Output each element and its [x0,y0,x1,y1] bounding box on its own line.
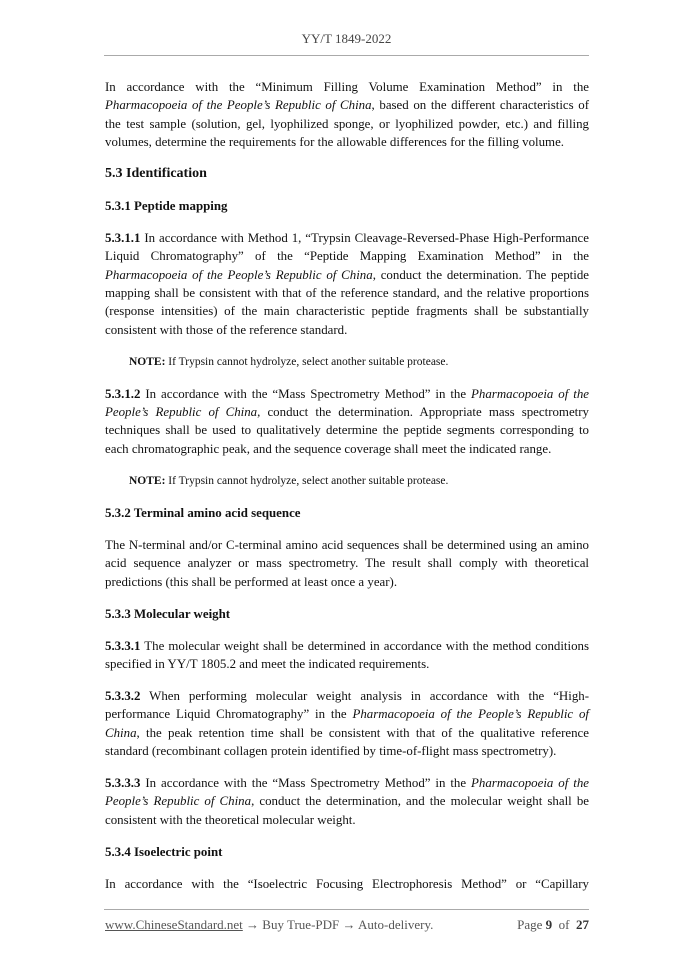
footer-promo [105,917,433,933]
text-run: In accordance with the “Isoelectric Focusing Electrophoresis Method” or “Capillary [105,876,589,891]
text-run: , the peak retention time shall be consistent with that of the qualitative reference standard (recombinant collagen protein identified by time-of-flight mass spectrometry). [105,725,589,759]
subsection-heading [105,843,589,861]
italic-reference: Pharmacopoeia of the People’s Republic of China [105,707,589,740]
note-paragraph [105,472,589,490]
total-pages: 27 [576,917,589,932]
footer-tagline: → Buy True-PDF → Auto-delivery. [242,917,434,932]
page-number [517,917,589,933]
text-run: , conduct the determination, and the molecular weight shall be consistent with the theoretical molecular weight. [105,794,589,827]
text-run: In accordance with the “Mass Spectrometry Method” in the [140,776,472,791]
clause-number: NOTE: [129,474,166,487]
text-run: The molecular weight shall be determined in accordance with the method conditions specified in YY/T 1805.2 and meet the indicated requirements. [105,638,589,672]
clause-number: NOTE: [129,355,166,368]
italic-reference: Pharmacopoeia of the People’s Republic of China [105,267,373,282]
text-run: In accordance with the “Mass Spectrometry Method” in the [140,386,472,401]
subsection-heading [105,605,589,623]
paragraph [105,536,589,591]
section-heading [105,165,589,183]
text-run: If Trypsin cannot hydrolyze, select another suitable protease. [165,355,449,368]
text-run: In accordance with the “Minimum Filling Volume Examination Method” in the [105,80,589,94]
text-run: 5.3.4 Isoelectric point [105,844,223,859]
clause-number: 5.3.3.3 [105,776,141,791]
document-body [105,78,589,907]
text-run: The N-terminal and/or C-terminal amino acid sequences shall be determined using an amino acid sequence analyzer or mass spectrometry. The result shall comply with theoretical predictions (this shall be performed at least once a year). [105,538,589,589]
text-run: If Trypsin cannot hydrolyze, select another suitable protease. [165,474,449,487]
paragraph [105,774,589,829]
subsection-heading [105,197,589,215]
document-header: YY/T 1849-2022 [301,31,392,46]
clause-number: 5.3.1.2 [105,386,141,401]
text-run: , conduct the determination. Appropriate mass spectrometry techniques shall be used to qualitatively determine the peptide segments corresponding to each chromatographic peak, and the sequence coverage shall meet the indicated range. [105,405,589,456]
italic-reference: Pharmacopoeia of the People’s Republic of China [105,386,589,420]
paragraph [105,875,589,893]
website-link[interactable]: www.ChineseStandard.net [105,917,243,932]
paragraph [105,687,589,760]
paragraph [105,229,589,339]
current-page: 9 [545,917,553,932]
page-label: Page [517,917,543,932]
italic-reference: Pharmacopoeia of the People’s Republic of China [105,98,372,113]
text-run: 5.3 Identification [105,165,207,181]
text-run: , conduct the determination. The peptide mapping shall be consistent with that of the reference standard, and the relative proportions (response intensities) of the main characteristic peptide fragments shall be substantially consistent with those of the reference standard. [105,267,590,337]
clause-number: 5.3.3.1 [105,638,141,653]
paragraph [105,78,589,151]
text-run: , based on the different characteristics of the test sample (solution, gel, lyophilized sponge, or lyophilized powder, etc.) and filling volumes, determine the requirements for the allowable differences for the filling volume. [105,98,589,149]
note-paragraph [105,353,589,371]
footer-divider [104,909,589,910]
text-run: 5.3.3 Molecular weight [105,606,231,621]
text-run: In accordance with Method 1, “Trypsin Cleavage-Reversed-Phase High-Performance Liquid Chromatography” of the “Peptide Mapping Examination Method” in the [105,231,589,264]
text-run: When performing molecular weight analysis in accordance with the “High-performance Liquid Chromatography” in the [105,689,589,722]
paragraph [105,637,589,674]
header-divider [104,55,589,56]
clause-number: 5.3.1.1 [105,231,141,246]
page-footer [105,917,589,933]
text-run: 5.3.1 Peptide mapping [105,199,228,214]
paragraph [105,385,589,458]
italic-reference: Pharmacopoeia of the People’s Republic of China [105,776,589,809]
clause-number: 5.3.3.2 [105,689,141,704]
subsection-heading [105,504,589,522]
text-run: 5.3.2 Terminal amino acid sequence [105,505,301,520]
of-label: of [558,917,570,932]
